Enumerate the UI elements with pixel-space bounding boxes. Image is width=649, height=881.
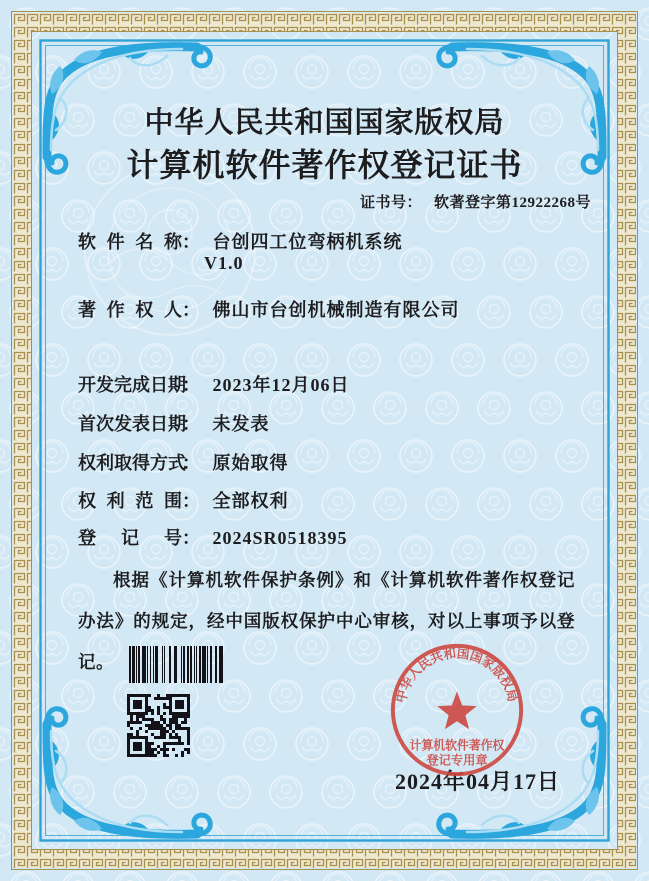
registration-statement: 根据《计算机软件保护条例》和《计算机软件著作权登记办法》的规定，经中国版权保护中心审核，对以上事项予以登记。 [78,570,575,672]
field-row-registration-number [78,524,348,550]
certificate-number-value: 软著登字第12922268号 [433,195,591,211]
seal-star [437,691,476,729]
field-row-rights-scope [78,487,289,513]
seal-line1: 计算机软件著作权 [409,738,509,753]
issue-date: 2024年04月17日 [395,769,561,794]
issuing-authority: 中华人民共和国国家版权局 [144,107,505,139]
seal-ring-text: 中华人民共和国国家版权局 [393,645,522,705]
field-row-copyright-owner [78,296,460,322]
label-colon: ： [182,232,200,252]
certificate-number-label: 证书号： [359,195,422,211]
field-label: 软件名称 [78,232,182,252]
field-label: 登记号 [78,528,182,548]
field-value: 原始取得 [212,453,289,473]
software-version: V1.0 [204,253,244,273]
label-colon: ： [182,491,200,511]
field-value: 全部权利 [212,491,289,511]
field-label: 首次发表日期 [78,414,186,434]
field-value: 未发表 [212,414,270,434]
seal-line2: 登记专用章 [426,753,489,768]
label-colon: ： [182,453,200,473]
certificate-number [360,191,591,212]
label-colon: ： [182,414,200,434]
field-value: 2023年12月06日 [212,375,350,395]
field-value: 2024SR0518395 [212,528,348,548]
field-label: 权利范围 [78,491,182,511]
field-label: 开发完成日期 [78,375,186,395]
label-colon: ： [182,375,200,395]
certificate-title: 计算机软件著作权登记证书 [126,147,523,183]
field-label: 权利取得方式 [78,453,186,473]
field-row-completion-date [78,371,350,397]
field-label: 著作权人 [78,300,182,320]
qr-code-image [127,694,190,757]
label-colon: ： [182,300,200,320]
field-row-acquisition-method [78,449,289,475]
field-value: 台创四工位弯柄机系统 [212,232,403,252]
official-seal [383,638,531,786]
field-row-software-name [78,228,403,254]
field-value: 佛山市台创机械制造有限公司 [212,300,460,320]
field-row-first-publication [78,410,270,436]
barcode-image [129,646,224,683]
label-colon: ： [182,528,200,548]
